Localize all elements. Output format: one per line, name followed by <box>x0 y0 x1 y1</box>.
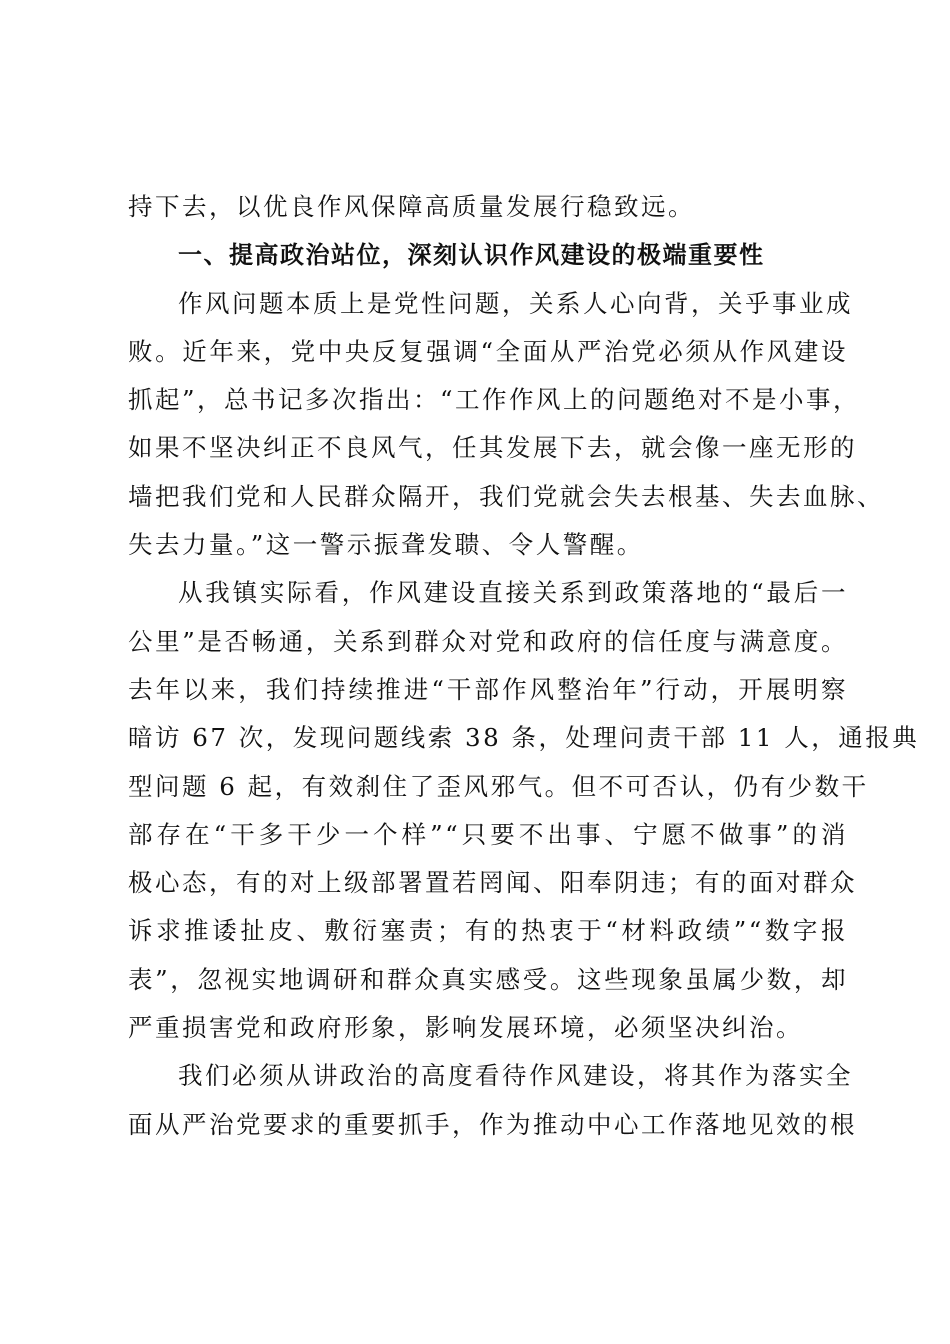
paragraph-line: 抓起”，总书记多次指出：“工作作风上的问题绝对不是小事， <box>128 385 861 415</box>
paragraph-line: 败。近年来，党中央反复强调“全面从严治党必须从作风建设 <box>128 336 848 366</box>
paragraph-line: 诉求推诿扯皮、敷衍塞责；有的热衷于“材料政绩”“数字报 <box>128 916 848 946</box>
paragraph-line: 部存在“干多干少一个样”“只要不出事、宁愿不做事”的消 <box>128 819 848 849</box>
paragraph-line: 作风问题本质上是党性问题，关系人心向背，关乎事业成 <box>178 288 853 318</box>
section-heading: 一、提高政治站位，深刻认识作风建设的极端重要性 <box>178 241 765 270</box>
paragraph-continuation-line: 持下去，以优良作风保障高质量发展行稳致远。 <box>128 192 695 221</box>
paragraph-line: 表”，忽视实地调研和群众真实感受。这些现象虽属少数，却 <box>128 964 848 994</box>
paragraph-line: 暗访 67 次，发现问题线索 38 条，处理问责干部 11 人，通报典 <box>128 723 920 753</box>
paragraph-line: 失去力量。”这一警示振聋发聩、令人警醒。 <box>128 530 644 560</box>
paragraph-line: 如果不坚决纠正不良风气，任其发展下去，就会像一座无形的 <box>128 433 857 463</box>
paragraph-line: 墙把我们党和人民群众隔开，我们党就会失去根基、失去血脉、 <box>128 481 884 511</box>
paragraph-line: 面从严治党要求的重要抓手，作为推动中心工作落地见效的根 <box>128 1109 857 1139</box>
paragraph-line: 型问题 6 起，有效刹住了歪风邪气。但不可否认，仍有少数干 <box>128 771 869 801</box>
paragraph-line: 从我镇实际看，作风建设直接关系到政策落地的“最后一 <box>178 578 848 608</box>
paragraph-line: 极心态，有的对上级部署置若罔闻、阳奉阴违；有的面对群众 <box>128 868 857 898</box>
paragraph-line: 我们必须从讲政治的高度看待作风建设，将其作为落实全 <box>178 1061 853 1091</box>
paragraph-line: 公里”是否畅通，关系到群众对党和政府的信任度与满意度。 <box>128 626 848 656</box>
paragraph-line: 去年以来，我们持续推进“干部作风整治年”行动，开展明察 <box>128 674 848 704</box>
document-body <box>128 183 920 1149</box>
paragraph-line: 严重损害党和政府形象，影响发展环境，必须坚决纠治。 <box>128 1013 803 1043</box>
